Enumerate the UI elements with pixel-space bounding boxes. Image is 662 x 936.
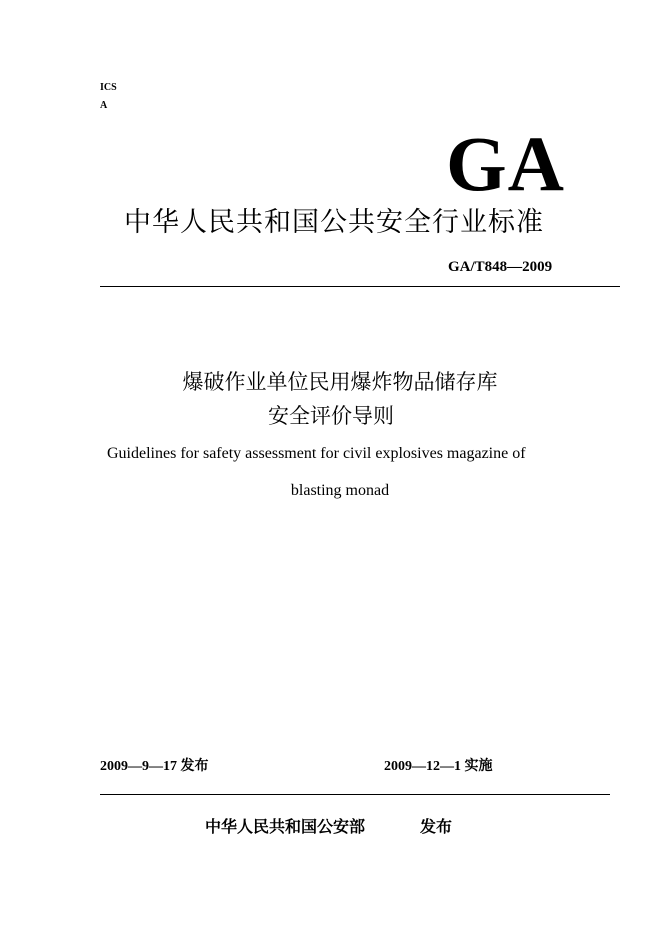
implementation-date: 2009—12—1 实施 <box>384 759 493 774</box>
ics-label: ICS <box>100 82 117 93</box>
document-title-zh-line1: 爆破作业单位民用爆炸物品储存库 <box>182 370 498 394</box>
publish-label: 发布 <box>420 817 453 836</box>
footer-divider <box>100 794 610 795</box>
standard-number: GA/T848—2009 <box>448 259 553 275</box>
header-divider <box>100 286 620 287</box>
document-title-en-line2: blasting monad <box>290 482 390 499</box>
category-code: A <box>100 100 108 111</box>
document-title-en-line1: Guidelines for safety assessment for civil explosives magazine of <box>107 445 526 462</box>
issue-date: 2009—9—17 发布 <box>100 759 209 774</box>
document-title-zh-line2: 安全评价导则 <box>268 404 394 428</box>
ga-logo: GA <box>446 120 565 207</box>
standard-type-title: 中华人民共和国公共安全行业标准 <box>124 207 544 238</box>
publisher: 中华人民共和国公安部 <box>205 817 366 836</box>
